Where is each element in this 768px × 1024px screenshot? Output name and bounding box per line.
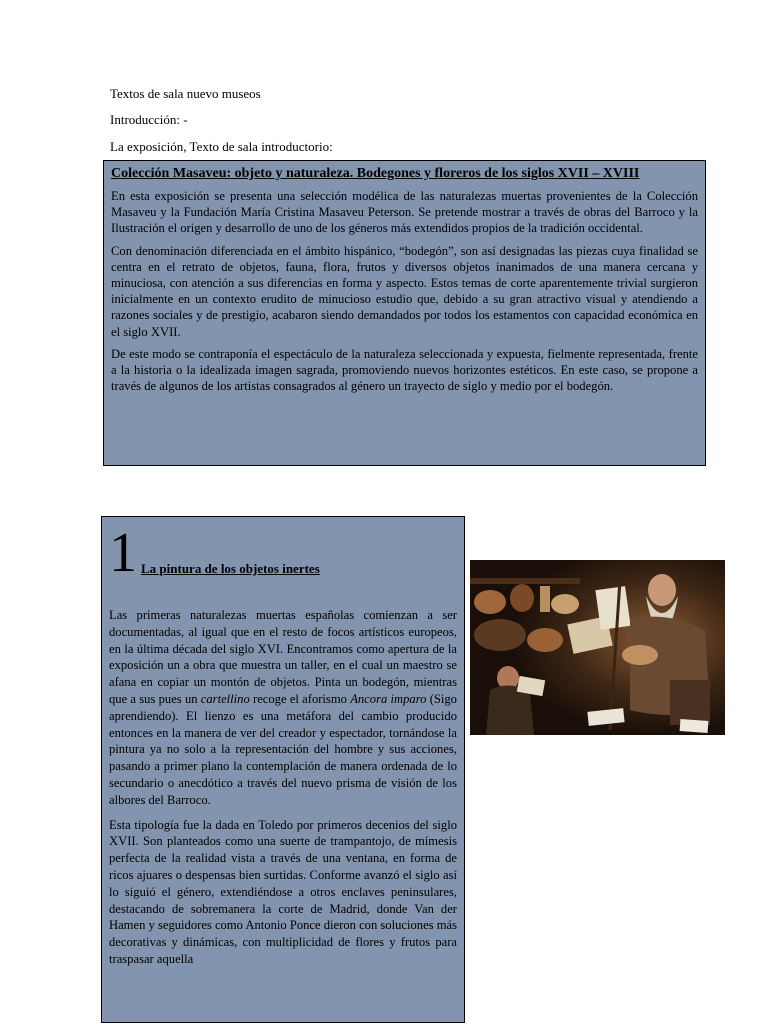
- intro-paragraph-3: De este modo se contraponía el espectáculo de la naturaleza seleccionada y expuesta, fielmente representada, frente a la historia o la idealizada imagen sagrada, promoviendo nuevos horizontes estéticos. En este caso, se propone a través de algunos de los artistas consagrados al género un trayecto de siglo y medio por el bodegón.: [111, 346, 698, 394]
- section-1-box: [101, 516, 465, 1023]
- introduction-label: Introducción: -: [110, 112, 188, 127]
- document-heading: Textos de sala nuevo museos: [110, 86, 261, 101]
- intro-paragraph-2: Con denominación diferenciada en el ámbito hispánico, “bodegón”, son así designadas las piezas cuya finalidad se centra en el retrato de objetos, fauna, flora, frutos y diversos objetos inanimados de una manera cercana y minuciosa, con atención a sus diferencias en forma y aspecto. Estos temas de corte aparentemente trivial surgieron inicialmente en un contexto erudito de minucioso estudio que, debido a su gran atractivo visual y atendiendo a razones sociales y de prestigio, acabaron siendo demandados por todos los estamentos con capacidad económica en el siglo XVII.: [111, 243, 698, 339]
- exhibition-label: La exposición, Texto de sala introductorio:: [110, 139, 333, 154]
- section-1-header: [109, 522, 457, 584]
- p1-text-c: (Sigo aprendiendo). El lienzo es una metáfora del cambio producido entonces en la manera de ver del creador y espectador, tornándose la pintura ya no solo a la representación del hombre y sus acciones, pasando a primer plano la contemplación de manera ordenada de lo secundario o anecdótico a través del nuevo prisma de visión de los albores del Barroco.: [109, 691, 457, 807]
- p1-text-b: recoge el aforismo: [253, 691, 347, 706]
- section-1-paragraph-1: [109, 607, 457, 809]
- intro-paragraph-1: En esta exposición se presenta una selección modélica de las naturalezas muertas provenientes de la Colección Masaveu y la Fundación María Cristina Masaveu Peterson. Se pretende mostrar a través de obras del Barroco y la Ilustración el origen y desarrollo de uno de los géneros más extendidos propios de la tradición occidental.: [111, 189, 698, 236]
- section-number: 1: [109, 522, 137, 584]
- section-1-paragraph-2: Esta tipología fue la dada en Toledo por primeros decenios del siglo XVII. Son planteados como una suerte de trampantojo, de mímesis perfecta de la realidad vista a través de una ventana, en forma de ricos ajuares o despensas bien surtidas. Conforme avanzó el siglo así lo siguió el género, extendiéndose a otros enclaves peninsulares, destacando de sobremanera la corte de Madrid, donde Van der Hamen y seguidores como Antonio Ponce dieron con soluciones más decorativas y dinámicas, con multiplicidad de flores y frutos para traspasar aquella: [109, 817, 458, 966]
- intro-text-box: [103, 160, 706, 466]
- intro-title: Colección Masaveu: objeto y naturaleza. Bodegones y floreros de los siglos XVII – XVIII: [111, 166, 640, 181]
- p1-italic-aphorism: Ancora imparo: [350, 691, 427, 706]
- section-title: La pintura de los objetos inertes: [141, 561, 320, 576]
- painting-image: [470, 560, 725, 735]
- p1-italic-cartellino: cartellino: [200, 691, 250, 706]
- p1-text-a: Las primeras naturalezas muertas españolas comienzan a ser documentadas, al igual que en el resto de focos artísticos europeos, en la última década del siglo XVI. Encontramos como apertura de la exposición un a obra que muestra un taller, en el cual un maestro se afana en copiar un montón de objetos. Pinta un bodegón, mientras que a sus pues un: [109, 608, 457, 706]
- painting-artwork: [470, 560, 725, 735]
